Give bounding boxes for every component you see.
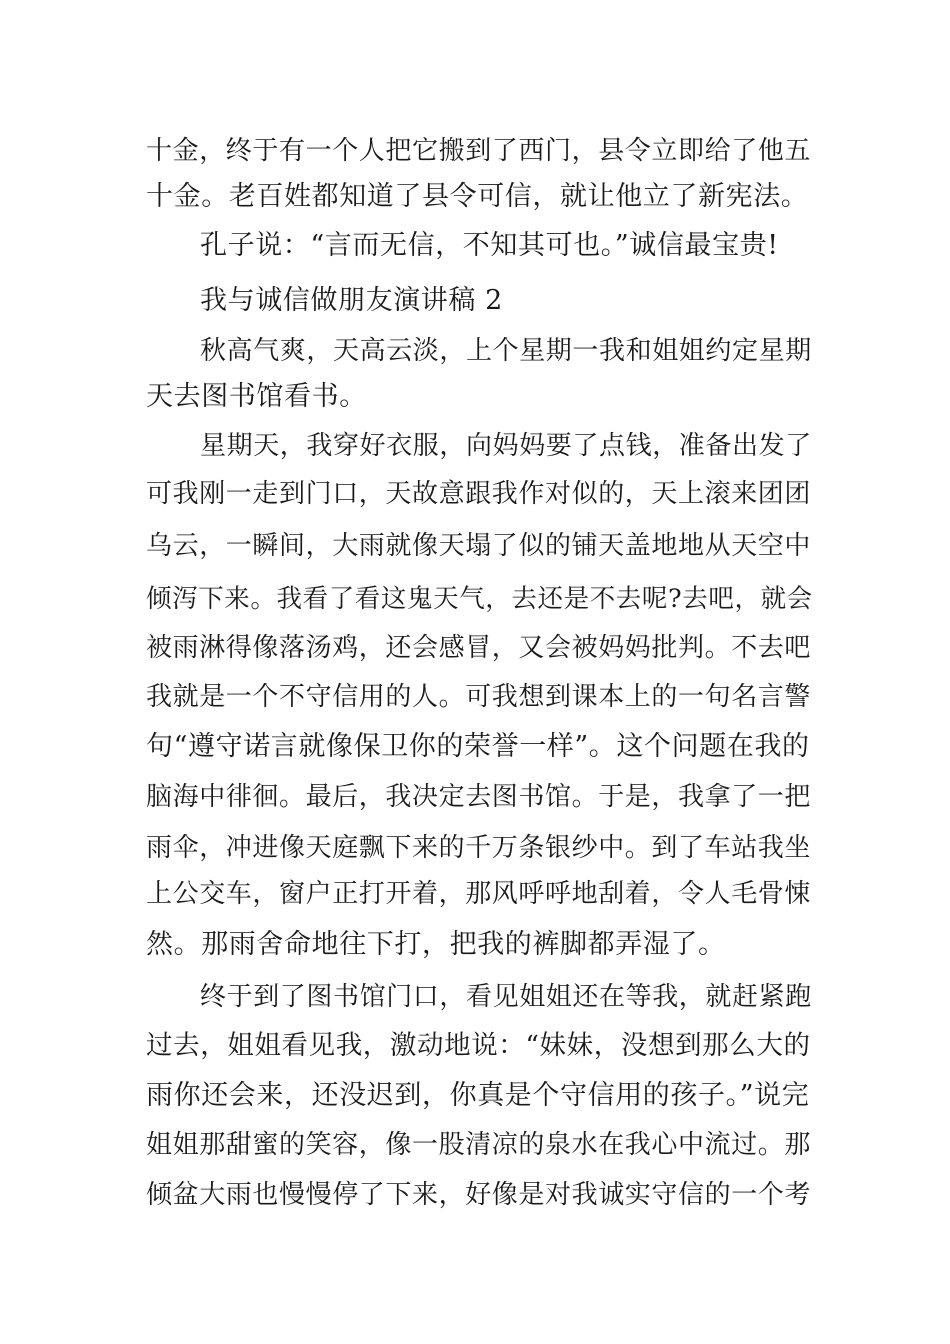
text-line: 姐姐那甜蜜的笑容，像一股清凉的泉水在我心中流过。那 [146,1130,812,1160]
section-heading: 我与诚信做朋友演讲稿 2 [200,285,503,316]
text-line: 句“遵守诺言就像保卫你的荣誉一样”。这个问题在我的 [146,731,810,762]
text-line: 我就是一个不守信用的人。可我想到课本上的一句名言警 [146,682,812,712]
text-line: 被雨淋得像落汤鸡，还会感冒，又会被妈妈批判。不去吧 [146,633,812,663]
text-line: 乌云，一瞬间，大雨就像天塌了似的铺天盖地地从天空中 [146,531,812,561]
text-line: 终于到了图书馆门口，看见姐姐还在等我，就赶紧跑 [200,982,812,1012]
text-line: 倾盆大雨也慢慢停了下来，好像是对我诚实守信的一个考 [146,1180,812,1210]
text-line: 十金，终于有一个人把它搬到了西门，县令立即给了他五 [146,136,812,166]
text-line: 天去图书馆看书。 [146,381,367,412]
text-line: 可我刚一走到门口，天故意跟我作对似的，天上滚来团团 [146,479,812,509]
text-line: 雨你还会来，还没迟到，你真是个守信用的孩子。”说完 [146,1080,810,1111]
text-line: 过去，姐姐看见我，激动地说：“妹妹，没想到那么大的 [146,1030,811,1061]
text-line: 秋高气爽，天高云淡，上个星期一我和姐姐约定星期 [200,336,812,366]
text-line: 十金。老百姓都知道了县令可信，就让他立了新宪法。 [146,181,809,212]
text-line: 脑海中徘徊。最后，我决定去图书馆。于是，我拿了一把 [146,782,812,812]
text-line: 星期天，我穿好衣服，向妈妈要了点钱，准备出发了 [200,431,812,461]
text-line: 孔子说：“言而无信，不知其可也。”诚信最宝贵! [200,230,779,261]
text-line: 上公交车，窗户正打开着，那风呼呼地刮着，令人毛骨悚 [146,879,812,909]
text-line: 雨伞，冲进像天庭飘下来的千万条银纱中。到了车站我坐 [146,833,812,863]
text-line: 然。那雨舍命地往下打，把我的裤脚都弄湿了。 [146,929,726,960]
text-line: 倾泻下来。我看了看这鬼天气，去还是不去呢?去吧，就会 [146,584,813,614]
